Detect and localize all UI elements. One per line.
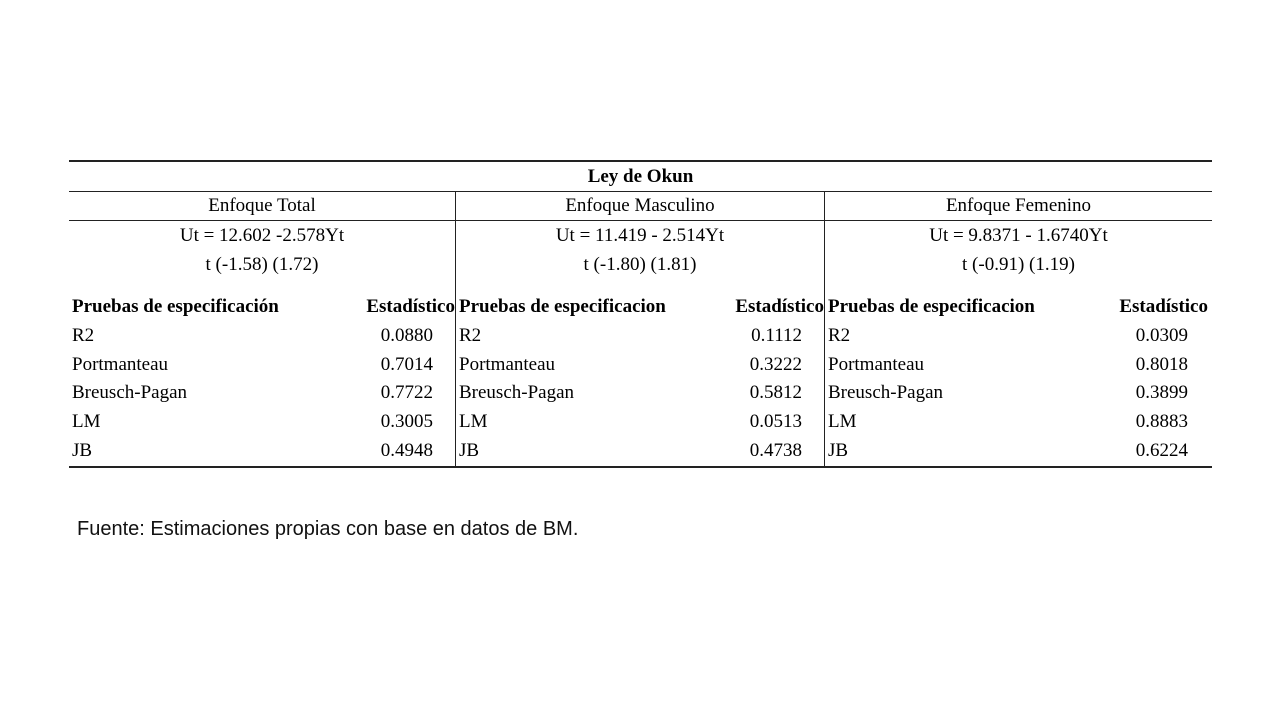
test-value: 0.7722 [380,382,433,404]
okun-table [69,160,1212,468]
test-name: LM [72,411,101,433]
table-row [825,437,1212,466]
test-name: R2 [459,324,482,346]
col-stat-header: Estadístico [1119,296,1208,317]
col-stat-header: Estadístico [366,296,455,317]
section-femenino [824,192,1212,466]
col-stat-header: Estadístico [735,296,824,317]
table-row [456,408,824,437]
test-name: JB [828,439,849,461]
stats-header-row [69,293,455,322]
test-value: 0.4738 [749,439,802,461]
section-heading: Enfoque Masculino [456,192,824,221]
col-tests-header: Pruebas de especificacion [828,296,1035,317]
test-name: Portmanteau [459,353,556,375]
section-heading: Enfoque Femenino [825,192,1212,221]
test-name: R2 [72,324,95,346]
test-value: 0.8883 [1135,411,1188,433]
table-row [69,351,455,380]
table-row [69,437,455,466]
table-row [456,379,824,408]
test-name: Breusch-Pagan [72,382,188,404]
section-total [69,192,455,466]
test-value: 0.0513 [749,411,802,433]
test-value: 0.3005 [380,411,433,433]
test-value: 0.1112 [751,324,802,346]
section-heading: Enfoque Total [69,192,455,221]
test-name: JB [72,439,93,461]
test-name: R2 [828,324,851,346]
test-name: LM [459,411,488,433]
table-row [456,322,824,351]
table-row [825,379,1212,408]
test-value: 0.8018 [1135,353,1188,375]
t-statistics: t (-1.80) (1.81) [583,254,697,275]
test-value: 0.3222 [749,353,802,375]
test-value: 0.3899 [1135,382,1188,404]
test-value: 0.4948 [380,439,433,461]
table-row [456,437,824,466]
regression-equation: Ut = 12.602 -2.578Yt [179,225,345,246]
table-row [825,408,1212,437]
t-statistics: t (-0.91) (1.19) [962,254,1075,275]
table-row [825,351,1212,380]
section-masculino [455,192,824,466]
table-row [456,351,824,380]
test-name: Breusch-Pagan [828,382,944,404]
test-name: Portmanteau [72,353,169,375]
test-value: 0.5812 [749,382,802,404]
regression-equation: Ut = 11.419 - 2.514Yt [555,225,725,246]
test-value: 0.0309 [1135,324,1188,346]
table-row [69,322,455,351]
table-title: Ley de Okun [69,162,1212,192]
table-sections [69,192,1212,466]
test-name: Portmanteau [828,353,925,375]
stats-header-row [825,293,1212,322]
col-tests-header: Pruebas de especificacion [459,296,666,317]
t-statistics: t (-1.58) (1.72) [205,254,319,275]
test-value: 0.6224 [1135,439,1188,461]
regression-equation: Ut = 9.8371 - 1.6740Yt [929,225,1108,246]
test-value: 0.0880 [380,324,433,346]
test-name: LM [828,411,857,433]
test-name: JB [459,439,480,461]
table-row [69,408,455,437]
test-name: Breusch-Pagan [459,382,575,404]
stats-header-row [456,293,824,322]
source-note: Fuente: Estimaciones propias con base en datos de BM. [77,518,579,540]
table-row [69,379,455,408]
col-tests-header: Pruebas de especificación [72,296,279,317]
test-value: 0.7014 [380,353,433,375]
table-row [825,322,1212,351]
